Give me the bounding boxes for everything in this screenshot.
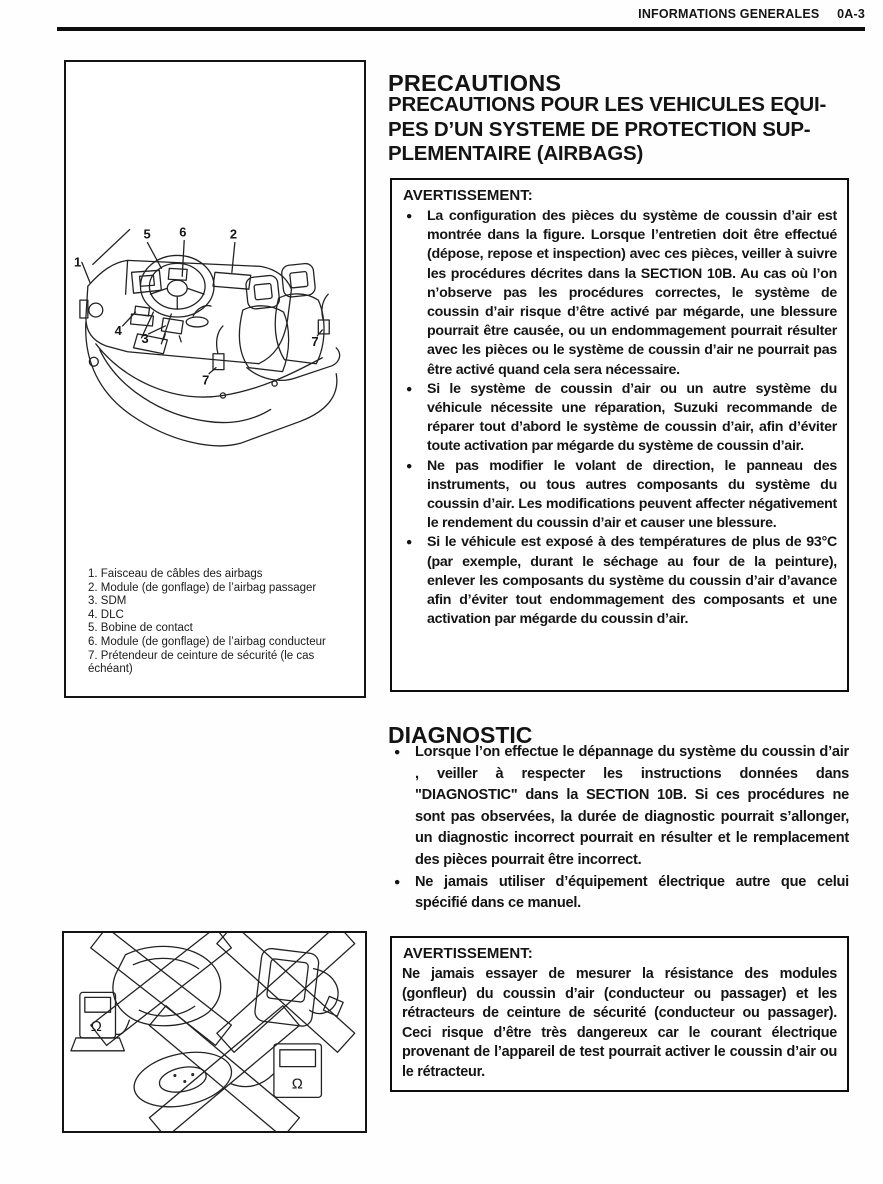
callout-6: 6 bbox=[179, 224, 187, 240]
legend-item: 1. Faisceau de câbles des airbags bbox=[88, 568, 263, 580]
pretensioners-drawing bbox=[213, 294, 329, 369]
section-title-precautions: PRECAUTIONS bbox=[388, 69, 562, 96]
legend-item: 2. Module (de gonflage) de l’airbag passager bbox=[88, 581, 317, 594]
diagnostic-bullet: ● Lorsque l’on effectue le dépannage du système du coussin d’air , veiller à respecter les instructions données dans "DIAGNOSTIC" dans la SECTION 10B. Si ces procédures ne sont pas observées, la durée de diagnostic pourrait s’allonger, un diagnostic incorrect pourrait en résulter et le remplacement des pièces pourrait être incorrect. bbox=[390, 742, 849, 872]
diagnostic-bullet: ● Ne jamais utiliser d’équipement électrique autre que celui spécifié dans ce manuel. bbox=[390, 872, 849, 915]
warning-box-no-measure bbox=[390, 936, 849, 1092]
no-ohmmeter-figure-box bbox=[62, 931, 367, 1133]
legend-item: 3. SDM bbox=[88, 595, 127, 608]
warning-bullet: ● La configuration des pièces du système de coussin d’air est montrée dans la figure. Lorsque l’entretien doit être effectué (dépose, repose et inspection) avec ces pièces, veiller à suivre les procédures décrites dans la SECTION 10B. Au cas où l’on n’observe pas les procédures correctes, le système de coussin d’air risque d’être activé par mégarde, une blessure pourrait être causée, ou un endommagement pourrait résulter avec les pièces ou le système de coussin d’air ne pourrait pas être activé quand cela sera nécessaire. bbox=[402, 207, 837, 380]
ohm-symbol: Ω bbox=[291, 1076, 303, 1093]
header-section-title: INFORMATIONS GENERALES bbox=[638, 7, 820, 21]
warning-body: Ne jamais essayer de mesurer la résistance des modules (gonfleur) du coussin d’air (conducteur ou passager) et les rétracteurs de ceinture de sécurité (conducteur ou passager). Ceci risque d’être très dangereux car le courant électrique provenant de l’appareil de test pourrait activer le coussin d’air ou le rétracteur. bbox=[402, 966, 837, 1080]
ohm-symbol: Ω bbox=[90, 1019, 102, 1036]
warning-bullet: ● Si le système de coussin d’air ou un autre système du véhicule nécessite une réparation, Suzuki recommande de réparer tout d’abord le système de coussin d’air, afin d’éviter toute activation par mégarde du système de coussin d’air. bbox=[402, 380, 837, 457]
airbag-components-figure bbox=[66, 220, 364, 568]
page-header bbox=[638, 7, 865, 21]
subtitle-line: PRECAUTIONS POUR LES VEHICULES EQUI- bbox=[388, 93, 827, 116]
airbag-components-figure-box bbox=[64, 60, 366, 698]
legend-item: 6. Module (de gonflage) de l’airbag conducteur bbox=[88, 635, 326, 648]
callout-3: 3 bbox=[141, 330, 149, 346]
header-rule bbox=[57, 27, 865, 31]
callout-7-seat: 7 bbox=[311, 333, 319, 349]
subtitle-line: PES D’UN SYSTEME DE PROTECTION SUP- bbox=[388, 117, 811, 141]
callout-7-floor: 7 bbox=[202, 372, 210, 388]
ohmmeter bbox=[71, 992, 124, 1050]
callout-4: 4 bbox=[114, 322, 122, 338]
header-page-number: 0A-3 bbox=[837, 7, 865, 21]
subsection-title bbox=[388, 93, 873, 167]
warning-bullet: ● Ne pas modifier le volant de direction, le panneau des instruments, ou tous autres composants du système du coussin d’air. Les modifications peuvent affecter négativement le rendement du coussin d’air et causer une blessure. bbox=[402, 457, 837, 534]
no-ohmmeter-figure bbox=[64, 933, 365, 1131]
subtitle-line: PLEMENTAIRE (AIRBAGS) bbox=[388, 142, 644, 165]
warning-label: AVERTISSEMENT: bbox=[403, 187, 533, 204]
warning-bullet-list bbox=[402, 207, 837, 629]
legend-item: 7. Prétendeur de ceinture de sécurité (le cas échéant) bbox=[88, 649, 315, 676]
prohibition-cross bbox=[149, 1006, 299, 1131]
warning-label: AVERTISSEMENT: bbox=[403, 945, 533, 962]
legend-item: 5. Bobine de contact bbox=[88, 622, 193, 635]
warning-box-precautions bbox=[390, 178, 849, 692]
figure-legend bbox=[88, 568, 354, 677]
airbag-module-with-meter bbox=[71, 933, 231, 1051]
seat-belt-retractor bbox=[217, 933, 355, 1052]
callout-1: 1 bbox=[73, 254, 82, 270]
callout-5: 5 bbox=[143, 226, 151, 242]
dashboard-drawing bbox=[80, 230, 292, 367]
floor-pan-drawing bbox=[86, 322, 337, 446]
section-title-diagnostic: DIAGNOSTIC bbox=[388, 722, 533, 749]
warning-bullet: ● Si le véhicule est exposé à des températures de plus de 93°C (par exemple, durant le séchage au four de la peinture), enlever les composants du système du coussin d’air d’avance afin d’éviter tout endommagement des composants et une activation par mégarde du coussin d’air. bbox=[402, 533, 837, 629]
diagnostic-bullet-list bbox=[390, 742, 849, 915]
callout-2: 2 bbox=[229, 226, 238, 242]
legend-item: 4. DLC bbox=[88, 608, 124, 621]
ohmmeter bbox=[274, 1044, 322, 1097]
prohibition-cross bbox=[91, 933, 232, 1045]
